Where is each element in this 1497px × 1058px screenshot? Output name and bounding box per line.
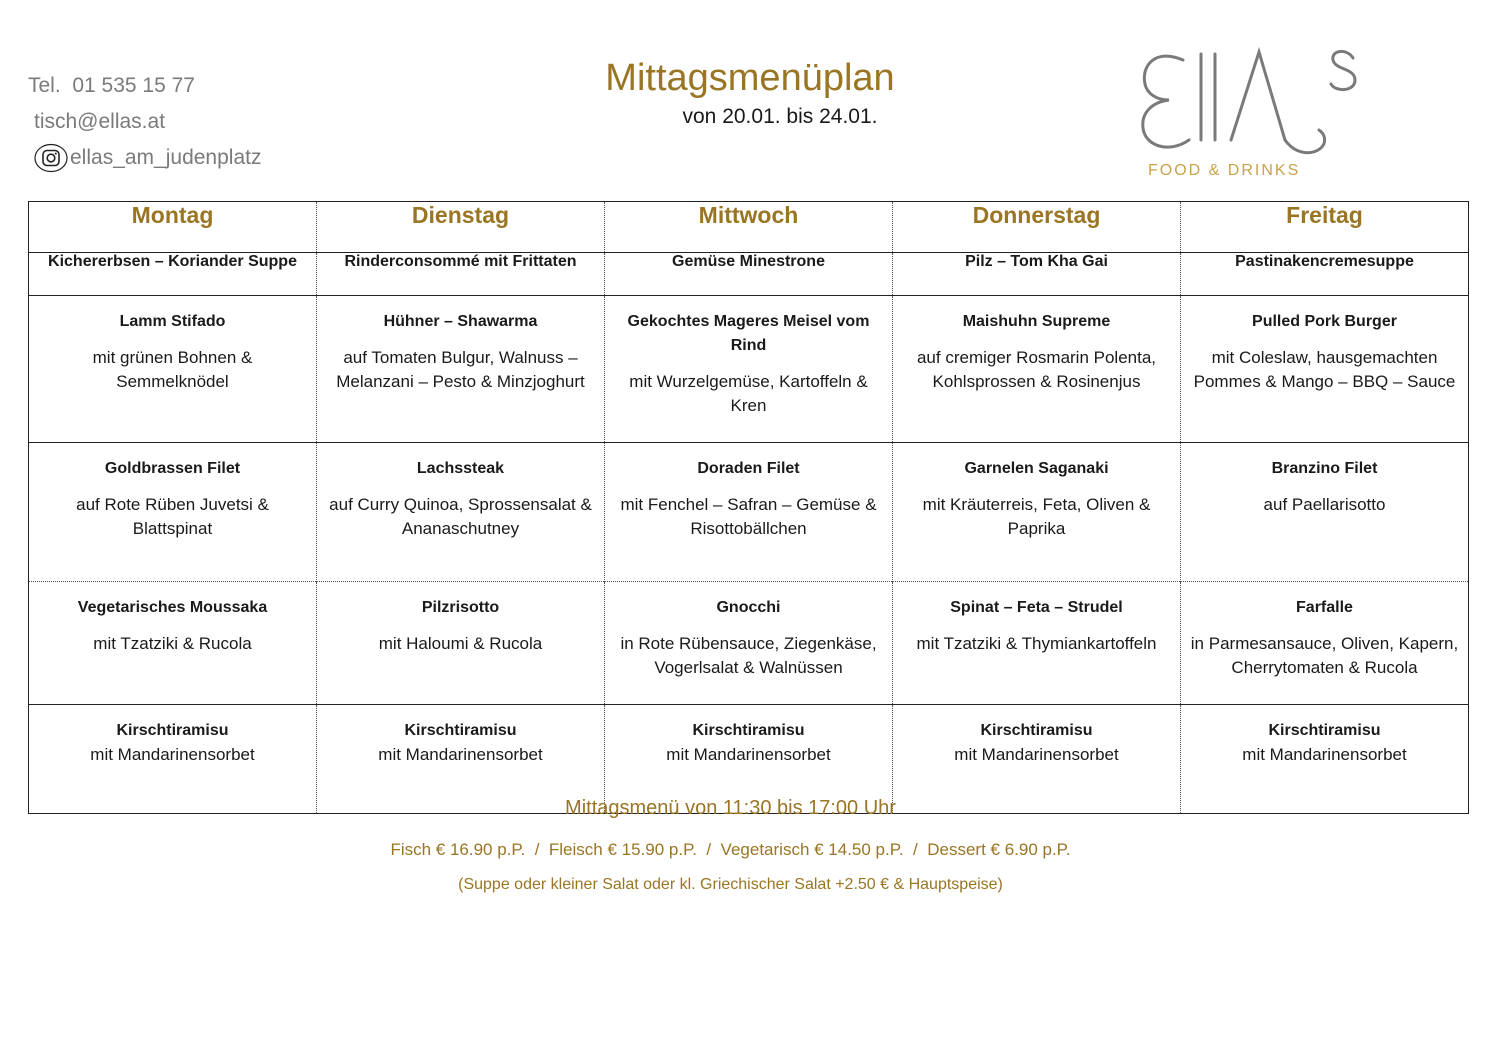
dish-name: Branzino Filet — [1271, 460, 1378, 477]
dish-name: Hühner – Shawarma — [383, 313, 538, 330]
dish-cell — [605, 296, 893, 443]
dish-name: Spinat – Feta – Strudel — [950, 599, 1123, 616]
dish-cell — [317, 582, 605, 705]
dessert-description: mit Mandarinensorbet — [1242, 745, 1407, 764]
dish-description: auf Tomaten Bulgur, Walnuss – Melanzani – Pesto & Minzjoghurt — [336, 348, 585, 391]
price-list: Fisch € 16.90 p.P. / Fleisch € 15.90 p.P. / Vegetarisch € 14.50 p.P. / Dessert € 6.90 p.P. — [390, 840, 1071, 859]
dish-description: in Parmesansauce, Oliven, Kapern, Cherrytomaten & Rucola — [1190, 634, 1459, 677]
dish-cell — [605, 582, 893, 705]
day-header: Dienstag — [317, 202, 605, 253]
dessert-description: mit Mandarinensorbet — [954, 745, 1119, 764]
instagram-line — [28, 140, 261, 176]
dish-name: Gnocchi — [716, 599, 781, 616]
dessert-name: Kirschtiramisu — [1268, 722, 1381, 739]
dish-description: mit Kräuterreis, Feta, Oliven & Paprika — [922, 495, 1151, 538]
dish-name: Lachssteak — [416, 460, 505, 477]
dish-cell — [1181, 582, 1469, 705]
dish-name: Maishuhn Supreme — [962, 313, 1111, 330]
dish-cell — [605, 443, 893, 582]
soup-row — [29, 253, 1469, 296]
soup-cell: Pastinakencremesuppe — [1181, 253, 1469, 296]
dish-name: Pulled Pork Burger — [1252, 313, 1397, 330]
dish-description: mit Haloumi & Rucola — [378, 634, 543, 653]
phone-number: Tel. 01 535 15 77 — [28, 74, 195, 97]
dish-cell — [1181, 443, 1469, 582]
dish-description: mit Tzatziki & Rucola — [93, 634, 252, 653]
day-header: Mittwoch — [605, 202, 893, 253]
meat-row — [29, 296, 1469, 443]
fish-row — [29, 443, 1469, 582]
day-header: Freitag — [1181, 202, 1469, 253]
dish-description: auf Curry Quinoa, Sprossensalat & Ananaschutney — [329, 495, 592, 538]
dish-description: auf Paellarisotto — [1263, 495, 1386, 514]
dish-description: mit Wurzelgemüse, Kartoffeln & Kren — [629, 372, 868, 415]
dish-cell — [893, 296, 1181, 443]
opening-hours: Mittagsmenü von 11:30 bis 17:00 Uhr — [565, 797, 896, 819]
dish-cell — [893, 443, 1181, 582]
instagram-handle: ellas_am_judenplatz — [70, 146, 262, 169]
instagram-icon — [34, 143, 68, 173]
soup-cell: Pilz – Tom Kha Gai — [893, 253, 1181, 296]
dish-cell — [317, 443, 605, 582]
soup-cell: Rinderconsommé mit Frittaten — [317, 253, 605, 296]
dish-cell — [29, 296, 317, 443]
logo-tagline: FOOD & DRINKS — [1148, 162, 1301, 179]
dish-cell — [1181, 296, 1469, 443]
title-block — [500, 56, 1000, 132]
dish-cell — [317, 296, 605, 443]
dish-description: auf Rote Rüben Juvetsi & Blattspinat — [76, 495, 269, 538]
dessert-name: Kirschtiramisu — [404, 722, 517, 739]
dessert-name: Kirschtiramisu — [980, 722, 1093, 739]
dish-name: Garnelen Saganaki — [964, 460, 1109, 477]
email-address: tisch@ellas.at — [34, 110, 166, 133]
dish-cell — [29, 582, 317, 705]
contact-block — [28, 68, 261, 176]
dish-description: mit Coleslaw, hausgemachten Pommes & Mango – BBQ – Sauce — [1193, 348, 1456, 391]
page-title: Mittagsmenüplan — [605, 57, 895, 99]
dish-description: auf cremiger Rosmarin Polenta, Kohlsprossen & Rosinenjus — [916, 348, 1157, 391]
dish-description: mit grünen Bohnen & Semmelknödel — [92, 348, 253, 391]
dish-description: mit Fenchel – Safran – Gemüse & Risottobällchen — [620, 495, 877, 538]
day-header: Donnerstag — [893, 202, 1181, 253]
day-header: Montag — [29, 202, 317, 253]
vegetarian-row — [29, 582, 1469, 705]
dessert-name: Kirschtiramisu — [116, 722, 229, 739]
date-range: von 20.01. bis 24.01. — [682, 105, 878, 128]
dessert-name: Kirschtiramisu — [692, 722, 805, 739]
dish-name: Gekochtes Mageres Meisel vom Rind — [627, 313, 870, 354]
day-header-row — [29, 202, 1469, 253]
menu-table — [28, 201, 1469, 814]
dessert-description: mit Mandarinensorbet — [378, 745, 543, 764]
dish-name: Doraden Filet — [697, 460, 800, 477]
dish-description: mit Tzatziki & Thymiankartoffeln — [916, 634, 1157, 653]
menu-note: (Suppe oder kleiner Salat oder kl. Griechischer Salat +2.50 € & Hauptspeise) — [458, 876, 1003, 893]
dish-cell — [29, 443, 317, 582]
dish-name: Farfalle — [1296, 599, 1353, 616]
dish-cell — [893, 582, 1181, 705]
dish-name: Goldbrassen Filet — [104, 460, 241, 477]
soup-cell: Kichererbsen – Koriander Suppe — [29, 253, 317, 296]
dish-name: Lamm Stifado — [119, 313, 226, 330]
dessert-description: mit Mandarinensorbet — [90, 745, 255, 764]
dish-description: in Rote Rübensauce, Ziegenkäse, Vogerlsalat & Walnüssen — [620, 634, 877, 677]
dish-name: Pilzrisotto — [421, 599, 500, 616]
dish-name: Vegetarisches Moussaka — [77, 599, 268, 616]
soup-cell: Gemüse Minestrone — [605, 253, 893, 296]
dessert-description: mit Mandarinensorbet — [666, 745, 831, 764]
